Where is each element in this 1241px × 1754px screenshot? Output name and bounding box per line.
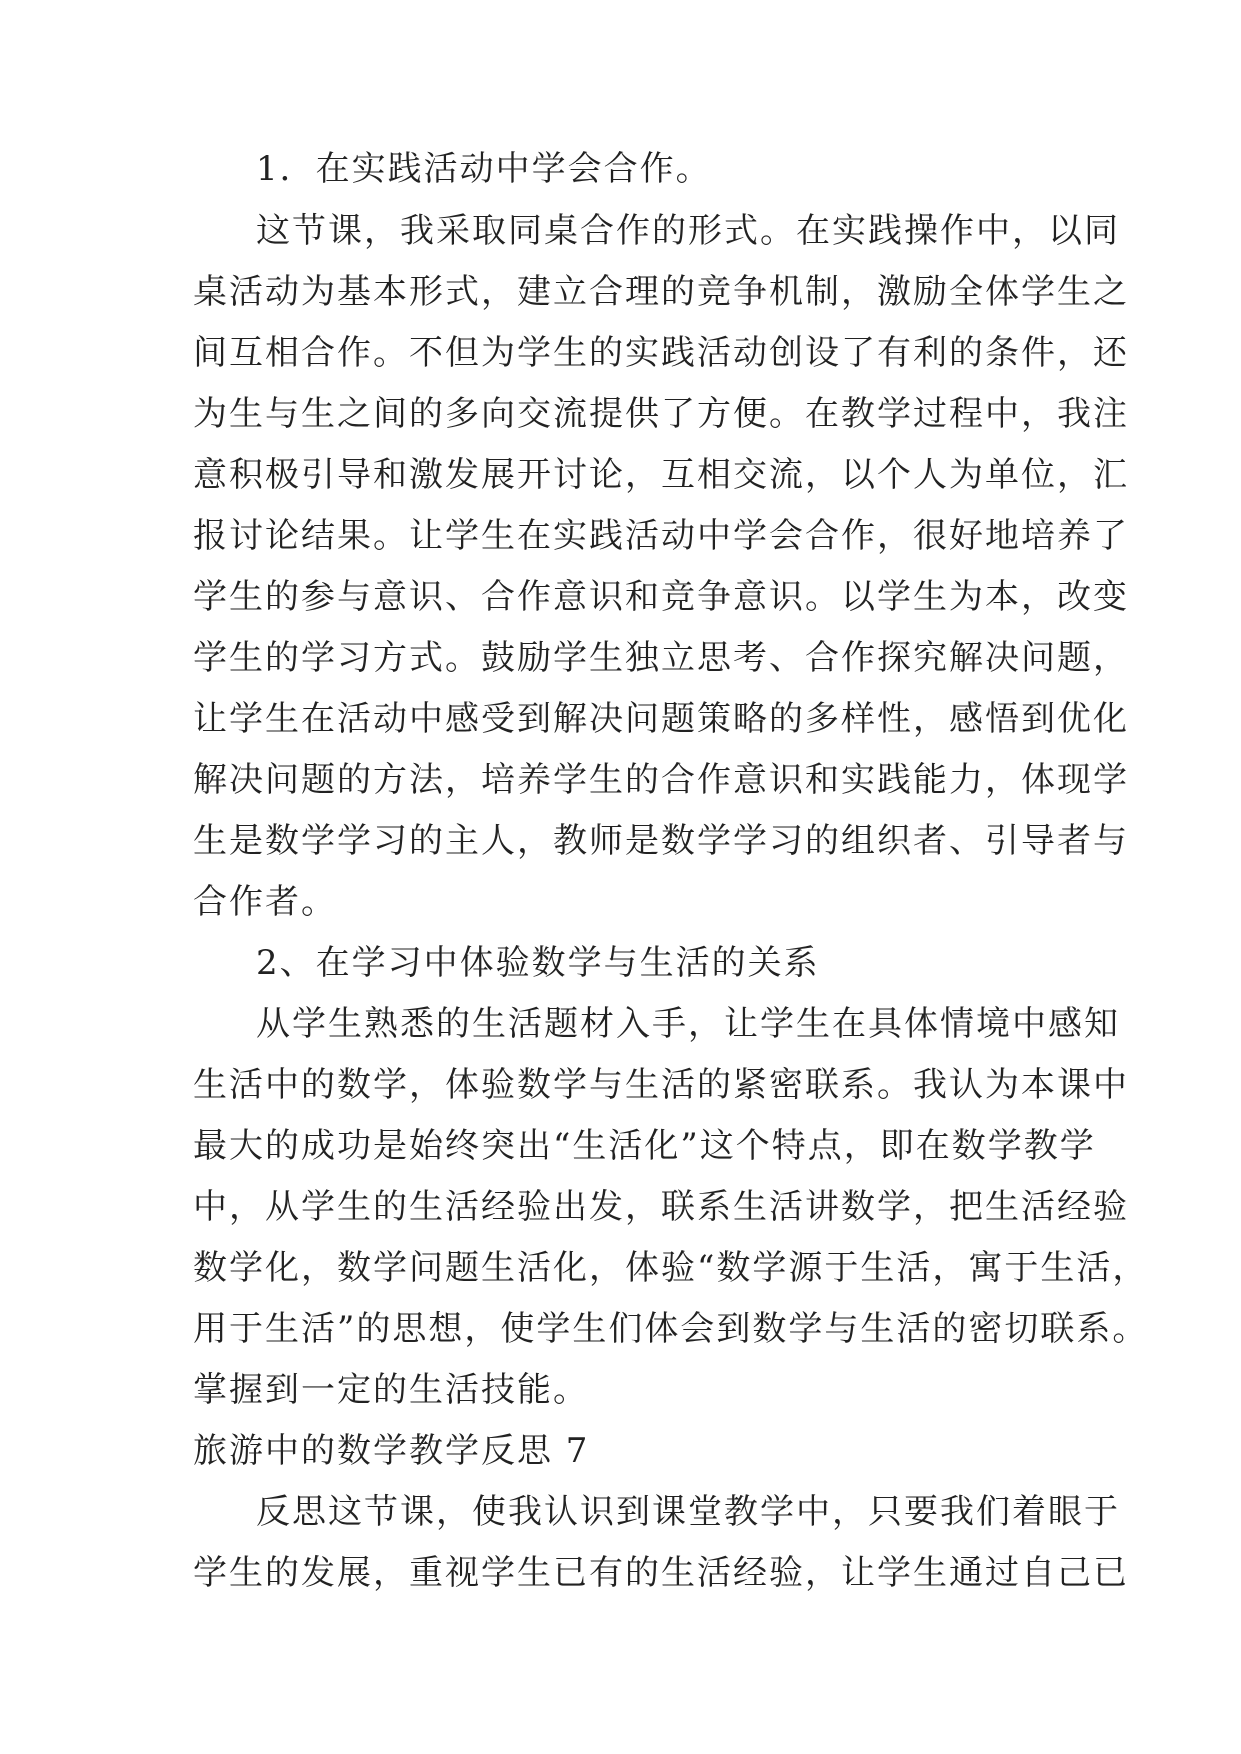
paragraph-line: 从学生熟悉的生活题材入手，让学生在具体情境中感知 [256, 1004, 1120, 1044]
paragraph-line: 反思这节课，使我认识到课堂教学中，只要我们着眼于 [256, 1492, 1120, 1532]
paragraph-line: 学生的参与意识、合作意识和竞争意识。以学生为本，改变 [193, 577, 1129, 617]
paragraph-line: 学生的学习方式。鼓励学生独立思考、合作探究解决问题， [193, 638, 1129, 678]
paragraph-line: 数学化，数学问题生活化，体验“数学源于生活，寓于生活， [193, 1248, 1149, 1288]
paragraph-line: 为生与生之间的多向交流提供了方便。在教学过程中，我注 [193, 394, 1129, 434]
paragraph-line: 合作者。 [193, 882, 337, 922]
paragraph-line: 桌活动为基本形式，建立合理的竞争机制，激励全体学生之 [193, 272, 1129, 312]
section-heading-2: 2、在学习中体验数学与生活的关系 [256, 943, 820, 983]
paragraph-line: 生是数学学习的主人，教师是数学学习的组织者、引导者与 [193, 821, 1129, 861]
paragraph-line: 掌握到一定的生活技能。 [193, 1370, 589, 1410]
paragraph-line: 学生的发展，重视学生已有的生活经验，让学生通过自己已 [193, 1553, 1129, 1593]
section-heading-1: 1．在实践活动中学会合作。 [256, 149, 712, 189]
paragraph-line: 最大的成功是始终突出“生活化”这个特点，即在数学教学 [193, 1126, 1096, 1166]
paragraph-line: 意积极引导和激发展开讨论，互相交流，以个人为单位，汇 [193, 455, 1129, 495]
article-title: 旅游中的数学教学反思 7 [193, 1431, 590, 1471]
paragraph-line: 用于生活”的思想，使学生们体会到数学与生活的密切联系。 [193, 1309, 1149, 1349]
paragraph-line: 间互相合作。不但为学生的实践活动创设了有利的条件，还 [193, 333, 1129, 373]
paragraph-line: 让学生在活动中感受到解决问题策略的多样性，感悟到优化 [193, 699, 1129, 739]
paragraph-line: 中，从学生的生活经验出发，联系生活讲数学，把生活经验 [193, 1187, 1129, 1227]
paragraph-line: 解决问题的方法，培养学生的合作意识和实践能力，体现学 [193, 760, 1129, 800]
paragraph-line: 生活中的数学，体验数学与生活的紧密联系。我认为本课中 [193, 1065, 1129, 1105]
paragraph-line: 报讨论结果。让学生在实践活动中学会合作，很好地培养了 [193, 516, 1129, 556]
paragraph-line: 这节课，我采取同桌合作的形式。在实践操作中，以同 [256, 211, 1120, 251]
